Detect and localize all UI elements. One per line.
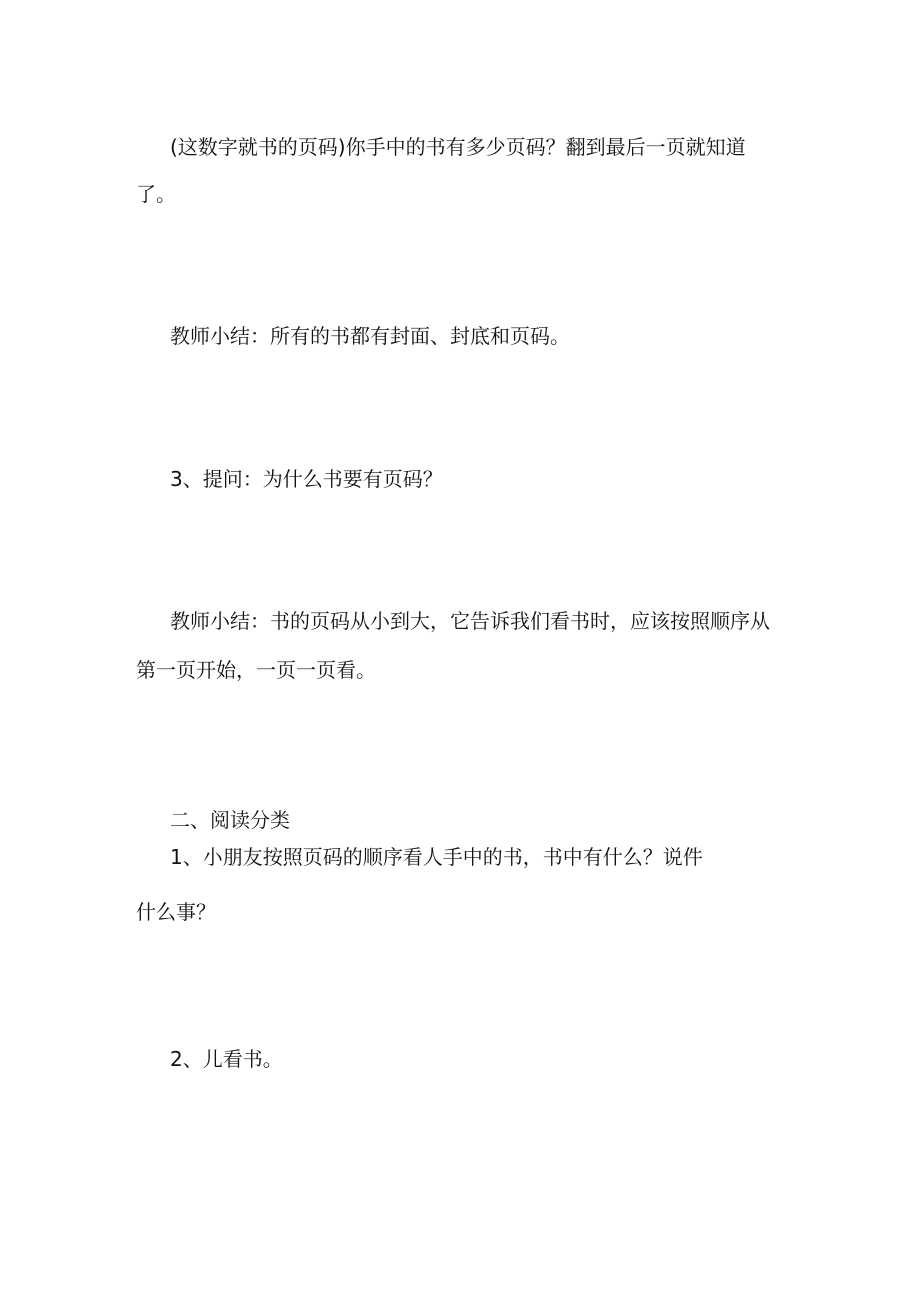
question-why-page-numbers: 3、提问：为什么书要有页码？ xyxy=(170,467,443,491)
item-1-continuation: 什么事？ xyxy=(136,900,216,924)
teacher-summary-order-continuation: 第一页开始，一页一页看。 xyxy=(136,658,376,682)
teacher-summary-cover: 教师小结：所有的书都有封面、封底和页码。 xyxy=(170,324,570,348)
paragraph-line-page-numbers-question: (这数字就书的页码)你手中的书有多少页码？翻到最后一页就知道 xyxy=(170,135,746,159)
section-heading-reading-classification: 二、阅读分类 xyxy=(170,808,290,832)
paragraph-line-continuation: 了。 xyxy=(136,182,176,206)
item-2-child-reading: 2、儿看书。 xyxy=(170,1047,283,1071)
item-1-read-in-order: 1、小朋友按照页码的顺序看人手中的书，书中有什么？说件 xyxy=(170,845,703,869)
teacher-summary-order: 教师小结：书的页码从小到大，它告诉我们看书时，应该按照顺序从 xyxy=(170,609,770,633)
